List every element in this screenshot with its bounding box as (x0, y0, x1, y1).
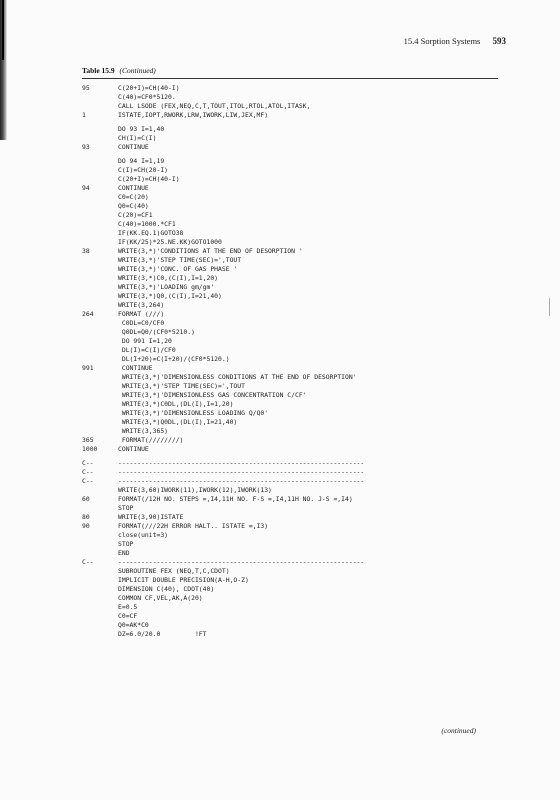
code-line (82, 283, 502, 292)
code-text: CONTINUE (118, 364, 153, 372)
code-line (82, 175, 502, 184)
code-text: ---------------------------------------------------------------- (118, 477, 365, 485)
code-text: WRITE(3,*)C0DL,(DL(I),I=1,20) (118, 400, 234, 408)
statement-label: 95 (82, 84, 90, 92)
code-line (82, 382, 502, 391)
code-text: WRITE(3,*)Q0DL,(DL(I),I=21,40) (118, 418, 238, 426)
code-text: FORMAT (///) (118, 310, 165, 318)
code-text: CH(I)=C(I) (118, 134, 157, 142)
code-line (82, 346, 502, 355)
code-line (82, 301, 502, 310)
code-text: COMMON CF,VEL,AK,A(20) (118, 594, 203, 602)
code-line (82, 256, 502, 265)
code-text: DL(I)=C(I)/CF0 (118, 346, 176, 354)
code-text: SUBROUTINE FEX (NEQ,T,C,CDOT) (118, 567, 230, 575)
code-line (82, 418, 502, 427)
code-line (82, 373, 502, 382)
statement-label: 1 (82, 111, 86, 119)
code-line (82, 427, 502, 436)
code-line (82, 522, 502, 531)
code-line (82, 445, 502, 454)
code-line (82, 184, 502, 193)
code-text: E=0.5 (118, 603, 138, 611)
code-line (82, 603, 502, 612)
code-line (82, 220, 502, 229)
code-text: WRITE(3,*)'LOADING gm/gm' (118, 283, 215, 291)
continued-footer: (continued) (441, 726, 476, 735)
code-line (82, 495, 502, 504)
code-text: WRITE(3,*)'STEP TIME(SEC)=',TOUT (118, 382, 245, 390)
code-text: WRITE(3,*)C0,(C(I),I=1,20) (118, 274, 219, 282)
code-line (82, 409, 502, 418)
code-text: STOP (118, 540, 134, 548)
code-line (82, 436, 502, 445)
code-line (82, 355, 502, 364)
code-line (82, 328, 502, 337)
statement-label: C-- (82, 477, 94, 485)
code-text: DIMENSION C(40), CDOT(40) (118, 585, 215, 593)
code-line (82, 567, 502, 576)
statement-label: 991 (82, 364, 94, 372)
code-text: WRITE(3,*)Q0,(C(I),I=21,40) (118, 292, 222, 300)
statement-label: 94 (82, 184, 90, 192)
code-line (82, 558, 502, 567)
code-text: C0=C(20) (118, 193, 149, 201)
code-line (82, 310, 502, 319)
code-text: C0DL=C0/CF0 (118, 319, 165, 327)
code-line (82, 630, 502, 639)
code-text: WRITE(3,365) (118, 427, 169, 435)
code-text: C(20+I)=CH(40-I) (118, 84, 180, 92)
code-line (82, 576, 502, 585)
table-continued-note: (Continued) (119, 66, 156, 75)
code-line (82, 238, 502, 247)
statement-label: 93 (82, 143, 90, 151)
code-text: CALL LSODE (FEX,NEQ,C,T,TOUT,ITOL,RTOL,ATOL,ITASK, (118, 102, 311, 110)
code-text: C0=CF (118, 612, 138, 620)
code-text: WRITE(3,60)IWORK(11),IWORK(12),IWORK(13) (118, 486, 272, 494)
code-text: Q0=C(40) (118, 202, 149, 210)
code-text: DO 94 I=1,19 (118, 157, 165, 165)
code-line (82, 364, 502, 373)
statement-label: C-- (82, 558, 94, 566)
running-header (404, 36, 506, 46)
code-text: C(40)=1000.*CF1 (118, 220, 176, 228)
code-line (82, 265, 502, 274)
code-text: DZ=6.0/20.0 !FT (118, 630, 207, 638)
code-text: ---------------------------------------------------------------- (118, 558, 365, 566)
code-line (82, 193, 502, 202)
code-text: STOP (118, 504, 134, 512)
code-line (82, 585, 502, 594)
code-text: Q0DL=Q0/(CF0*5210.) (118, 328, 195, 336)
code-line (82, 621, 502, 630)
binding-edge (2, 0, 4, 60)
page-number: 593 (492, 36, 506, 46)
code-text: FORMAT(///22H ERROR HALT.. ISTATE =,I3) (118, 522, 269, 530)
code-text: WRITE(3,*)'DIMENSIONLESS GAS CONCENTRATION C/CF' (118, 391, 307, 399)
code-text: WRITE(3,*)'CONDITIONS AT THE END OF DESORPTION ' (118, 247, 303, 255)
code-line (82, 84, 502, 93)
code-text: FORMAT(////////) (118, 436, 184, 444)
code-line (82, 504, 502, 513)
code-line (82, 202, 502, 211)
code-line (82, 125, 502, 134)
code-line (82, 102, 502, 111)
code-line (82, 157, 502, 166)
code-line (82, 274, 502, 283)
table-top-rule (82, 78, 498, 79)
code-text: C(I)=CH(20-I) (118, 166, 169, 174)
code-line (82, 319, 502, 328)
code-line (82, 594, 502, 603)
statement-label: 38 (82, 247, 90, 255)
code-line (82, 486, 502, 495)
statement-label: 264 (82, 310, 94, 318)
code-line (82, 229, 502, 238)
code-text: ---------------------------------------------------------------- (118, 459, 365, 467)
code-text: END (118, 549, 130, 557)
statement-label: 365 (82, 436, 94, 444)
code-line (82, 211, 502, 220)
page-edge-mark (549, 298, 550, 316)
table-label: Table 15.9 (82, 66, 115, 75)
code-text: DL(I+20)=C(I+20)/(CF0*5120.) (118, 355, 230, 363)
code-line (82, 549, 502, 558)
code-line (82, 134, 502, 143)
code-line (82, 111, 502, 120)
code-line (82, 143, 502, 152)
code-text: CONTINUE (118, 445, 149, 453)
table-caption (82, 66, 156, 75)
code-line (82, 468, 502, 477)
code-text: WRITE(3,*)'STEP TIME(SEC)=',TOUT (118, 256, 242, 264)
code-text: IMPLICIT DOUBLE PRECISION(A-H,O-Z) (118, 576, 249, 584)
code-line (82, 513, 502, 522)
code-text: ---------------------------------------------------------------- (118, 468, 365, 476)
fortran-code-listing (82, 84, 502, 639)
code-text: Q0=AK*C0 (118, 621, 149, 629)
code-text: DO 93 I=1,40 (118, 125, 165, 133)
statement-label: C-- (82, 468, 94, 476)
code-text: WRITE(3,*)'DIMENSIONLESS LOADING Q/Q0' (118, 409, 269, 417)
code-text: close(unit=3) (118, 531, 169, 539)
code-text: CONTINUE (118, 143, 149, 151)
code-line (82, 247, 502, 256)
code-text: C(40)=CF0*5120. (118, 93, 176, 101)
statement-label: C-- (82, 459, 94, 467)
code-line (82, 391, 502, 400)
code-line (82, 612, 502, 621)
code-line (82, 400, 502, 409)
code-line (82, 337, 502, 346)
code-text: CONTINUE (118, 184, 149, 192)
statement-label: 60 (82, 495, 90, 503)
code-line (82, 292, 502, 301)
code-text: WRITE(3,90)ISTATE (118, 513, 184, 521)
code-line (82, 477, 502, 486)
code-text: WRITE(3,*)'DIMENSIONLESS CONDITIONS AT THE END OF DESORPTION' (118, 373, 357, 381)
code-text: FORMAT(/12H NO. STEPS =,I4,11H NO. F-S =,I4,11H NO. J-S =,I4) (118, 495, 353, 503)
code-text: IF(KK/25)*25.NE.KK)GOTO1000 (118, 238, 222, 246)
code-line (82, 166, 502, 175)
statement-label: 1000 (82, 445, 98, 453)
code-line (82, 93, 502, 102)
code-text: C(20+I)=CH(40-I) (118, 175, 180, 183)
statement-label: 80 (82, 513, 90, 521)
code-text: ISTATE,IOPT,RWORK,LRW,IWORK,LIW,JEX,MF) (118, 111, 269, 119)
statement-label: 90 (82, 522, 90, 530)
code-line (82, 531, 502, 540)
code-text: WRITE(3,*)'CONC. OF GAS PHASE ' (118, 265, 238, 273)
code-text: DO 991 I=1,20 (118, 337, 172, 345)
code-line (82, 459, 502, 468)
code-text: IF(KK.EQ.1)GOTO38 (118, 229, 184, 237)
code-text: C(20)=CF1 (118, 211, 153, 219)
code-text: WRITE(3,264) (118, 301, 165, 309)
code-line (82, 540, 502, 549)
section-title: 15.4 Sorption Systems (403, 36, 481, 46)
